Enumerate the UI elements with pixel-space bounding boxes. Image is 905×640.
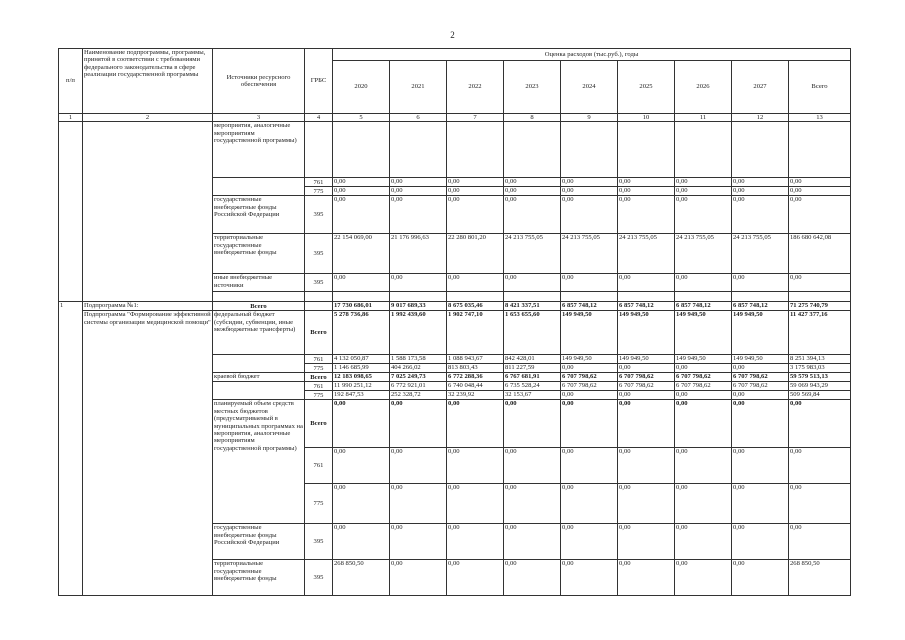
source-cell: государственные внебюджетные фонды Российской Федерации [213, 524, 305, 560]
source-cell: мероприятия, аналогичные мероприятиям государственной программы) [213, 122, 305, 178]
value-cell: 404 266,02 [390, 364, 447, 373]
value-cell: 268 850,50 [789, 560, 851, 596]
value-cell: 6 707 798,62 [675, 382, 732, 391]
value-cell: 9 017 689,33 [390, 302, 447, 311]
grbs-cell: 395 [305, 560, 333, 596]
value-cell: 0,00 [675, 178, 732, 187]
value-cell: 0,00 [504, 524, 561, 560]
source-cell: территориальные государственные внебюджетные фонды [213, 234, 305, 274]
value-cell: 0,00 [390, 187, 447, 196]
grbs-cell: 775 [305, 484, 333, 524]
name-cell [83, 122, 213, 302]
value-cell: 0,00 [675, 524, 732, 560]
grbs-cell: 761 [305, 355, 333, 364]
value-cell: 6 857 748,12 [732, 302, 789, 311]
value-cell: 4 132 050,87 [333, 355, 390, 364]
value-cell: 0,00 [675, 560, 732, 596]
value-cell: 0,00 [732, 448, 789, 484]
index-cell: 12 [732, 114, 789, 122]
source-cell: федеральный бюджет (субсидии, субвенции, иные межбюджетные трансферты) [213, 311, 305, 355]
value-cell: 1 992 439,60 [390, 311, 447, 355]
value-cell: 0,00 [732, 178, 789, 187]
year-cell: 2025 [618, 61, 675, 114]
value-cell: 3 175 983,03 [789, 364, 851, 373]
value-cell: 17 730 686,01 [333, 302, 390, 311]
index-cell: 4 [305, 114, 333, 122]
value-cell: 6 857 748,12 [561, 302, 618, 311]
value-cell: 0,00 [789, 187, 851, 196]
value-cell: 0,00 [447, 560, 504, 596]
value-cell: 1 588 173,58 [390, 355, 447, 364]
value-cell: 6 857 748,12 [618, 302, 675, 311]
value-cell: 6 735 528,24 [504, 382, 561, 391]
subprogram-name: Подпрограмма "Формирование эффективной системы организации медицинской помощи" [83, 311, 213, 596]
value-cell: 24 213 755,05 [618, 234, 675, 274]
value-cell: 24 213 755,05 [732, 234, 789, 274]
value-cell: 0,00 [390, 524, 447, 560]
value-cell: 0,00 [675, 364, 732, 373]
header-grbs: ГРБС [305, 49, 333, 114]
value-cell: 0,00 [504, 178, 561, 187]
value-cell: 0,00 [618, 524, 675, 560]
value-cell: 0,00 [618, 448, 675, 484]
value-cell: 22 280 801,20 [447, 234, 504, 274]
value-cell: 0,00 [447, 448, 504, 484]
value-cell: 0,00 [561, 524, 618, 560]
source-cell: планируемый объем средств местных бюджетов (предусматриваемый в муниципальных программах на мероприятия, аналогичные мероприятиям государственной программы) [213, 400, 305, 524]
source-cell [213, 178, 305, 196]
year-cell: 2026 [675, 61, 732, 114]
table-row [59, 122, 851, 178]
value-cell: 0,00 [561, 400, 618, 448]
value-cell: 0,00 [732, 400, 789, 448]
value-cell: 6 707 798,62 [561, 382, 618, 391]
grbs-cell: Всего [305, 400, 333, 448]
value-cell: 0,00 [675, 484, 732, 524]
value-cell: 0,00 [447, 178, 504, 187]
value-cell: 0,00 [732, 187, 789, 196]
value-cell: 0,00 [618, 391, 675, 400]
value-cell: 0,00 [675, 391, 732, 400]
grbs-cell: 395 [305, 234, 333, 274]
value-cell: 0,00 [561, 187, 618, 196]
num-cell: 1 [59, 302, 83, 596]
value-cell: 24 213 755,05 [675, 234, 732, 274]
value-cell: 149 949,50 [618, 311, 675, 355]
value-cell: 0,00 [618, 187, 675, 196]
value-cell: 6 772 921,01 [390, 382, 447, 391]
value-cell: 813 803,43 [447, 364, 504, 373]
source-cell: краевой бюджет [213, 373, 305, 382]
value-cell: 0,00 [504, 560, 561, 596]
value-cell: 0,00 [333, 178, 390, 187]
value-cell: 6 707 798,62 [732, 373, 789, 382]
year-cell: 2020 [333, 61, 390, 114]
value-cell: 0,00 [447, 274, 504, 292]
page-number: 2 [450, 30, 455, 40]
grbs-cell: Всего [305, 311, 333, 355]
index-cell: 1 [59, 114, 83, 122]
grbs-cell: 395 [305, 196, 333, 234]
value-cell: 6 857 748,12 [675, 302, 732, 311]
value-cell: 5 278 736,86 [333, 311, 390, 355]
value-cell: 0,00 [561, 391, 618, 400]
value-cell: 0,00 [561, 364, 618, 373]
subprogram-label: Подпрограмма №1: [83, 302, 213, 311]
grbs-cell: 775 [305, 391, 333, 400]
value-cell: 8 675 035,46 [447, 302, 504, 311]
value-cell: 0,00 [447, 196, 504, 234]
value-cell: 0,00 [390, 448, 447, 484]
value-cell: 32 153,67 [504, 391, 561, 400]
value-cell: 0,00 [333, 400, 390, 448]
value-cell: 32 239,92 [447, 391, 504, 400]
value-cell: 21 176 996,63 [390, 234, 447, 274]
value-cell: 186 680 642,08 [789, 234, 851, 274]
value-cell: 71 275 740,79 [789, 302, 851, 311]
value-cell: 0,00 [333, 274, 390, 292]
source-cell [213, 355, 305, 373]
value-cell: 149 949,50 [561, 311, 618, 355]
value-cell: 0,00 [675, 448, 732, 484]
year-cell: 2022 [447, 61, 504, 114]
value-cell: 0,00 [789, 274, 851, 292]
value-cell: 0,00 [390, 560, 447, 596]
value-cell: 0,00 [618, 560, 675, 596]
value-cell: 149 949,50 [732, 311, 789, 355]
value-cell: 0,00 [618, 400, 675, 448]
value-cell: 0,00 [732, 391, 789, 400]
value-cell: 0,00 [447, 524, 504, 560]
value-cell: 149 949,50 [732, 355, 789, 364]
value-cell: 22 154 069,00 [333, 234, 390, 274]
index-row [59, 114, 851, 122]
header-source: Источники ресурсного обеспечения [213, 49, 305, 114]
value-cell: 0,00 [504, 196, 561, 234]
value-cell: 192 847,53 [333, 391, 390, 400]
value-cell: 24 213 755,05 [504, 234, 561, 274]
grbs-cell: 395 [305, 524, 333, 560]
value-cell: 6 772 288,36 [447, 373, 504, 382]
value-cell: 0,00 [561, 448, 618, 484]
value-cell: 0,00 [789, 196, 851, 234]
value-cell: 149 949,50 [618, 355, 675, 364]
index-cell: 5 [333, 114, 390, 122]
value-cell: 0,00 [732, 274, 789, 292]
header-row [59, 49, 851, 61]
source-cell [213, 382, 305, 400]
value-cell: 6 767 681,91 [504, 373, 561, 382]
value-cell: 0,00 [333, 524, 390, 560]
value-cell: 0,00 [333, 484, 390, 524]
value-cell: 0,00 [504, 484, 561, 524]
index-cell: 8 [504, 114, 561, 122]
index-cell: 9 [561, 114, 618, 122]
value-cell: 149 949,50 [675, 311, 732, 355]
value-cell: 0,00 [390, 484, 447, 524]
value-cell: 0,00 [618, 178, 675, 187]
total-label: Всего [213, 302, 305, 311]
value-cell: 1 088 943,67 [447, 355, 504, 364]
value-cell: 0,00 [675, 187, 732, 196]
value-cell: 0,00 [789, 448, 851, 484]
header-num: п/п [59, 49, 83, 114]
value-cell: 0,00 [732, 196, 789, 234]
grbs-cell: 761 [305, 178, 333, 187]
value-cell: 7 025 249,73 [390, 373, 447, 382]
budget-table [58, 48, 851, 596]
index-cell: 3 [213, 114, 305, 122]
value-cell: 59 579 513,13 [789, 373, 851, 382]
value-cell: 0,00 [561, 560, 618, 596]
num-cell [59, 122, 83, 302]
index-cell: 7 [447, 114, 504, 122]
grbs-cell [305, 122, 333, 178]
grbs-cell: 775 [305, 364, 333, 373]
index-cell: 13 [789, 114, 851, 122]
value-cell: 1 902 747,10 [447, 311, 504, 355]
value-cell: 11 427 377,16 [789, 311, 851, 355]
value-cell: 0,00 [390, 274, 447, 292]
value-cell: 6 707 798,62 [675, 373, 732, 382]
value-cell: 0,00 [561, 274, 618, 292]
value-cell: 0,00 [618, 364, 675, 373]
value-cell: 0,00 [447, 187, 504, 196]
value-cell: 842 428,01 [504, 355, 561, 364]
table-row [59, 302, 851, 311]
value-cell: 149 949,50 [561, 355, 618, 364]
value-cell: 8 251 394,13 [789, 355, 851, 364]
value-cell: 0,00 [618, 274, 675, 292]
value-cell: 0,00 [789, 524, 851, 560]
value-cell: 6 740 048,44 [447, 382, 504, 391]
value-cell: 6 707 798,62 [618, 382, 675, 391]
value-cell: 1 653 655,60 [504, 311, 561, 355]
value-cell: 0,00 [447, 400, 504, 448]
value-cell: 0,00 [561, 196, 618, 234]
value-cell: 1 146 685,99 [333, 364, 390, 373]
value-cell: 0,00 [732, 560, 789, 596]
value-cell: 252 328,72 [390, 391, 447, 400]
value-cell: 0,00 [504, 448, 561, 484]
value-cell: 149 949,50 [675, 355, 732, 364]
grbs-cell: 761 [305, 448, 333, 484]
value-cell: 12 183 098,65 [333, 373, 390, 382]
header-name: Наименование подпрограммы, программы, принятой в соответствии с требованиями федерального законодательства в сфере реализации государственной программы [83, 49, 213, 114]
value-cell: 268 850,50 [333, 560, 390, 596]
value-cell: 6 707 798,62 [561, 373, 618, 382]
value-cell: 0,00 [504, 187, 561, 196]
grbs-cell: 775 [305, 187, 333, 196]
value-cell: 59 069 943,29 [789, 382, 851, 391]
value-cell: 0,00 [333, 196, 390, 234]
value-cell: 0,00 [732, 524, 789, 560]
value-cell: 509 569,84 [789, 391, 851, 400]
value-cell: 0,00 [732, 484, 789, 524]
value-cell: 0,00 [333, 187, 390, 196]
value-cell: 0,00 [390, 196, 447, 234]
header-estimate: Оценка расходов (тыс.руб.), годы [333, 49, 851, 61]
grbs-cell: Всего [305, 373, 333, 382]
value-cell: 0,00 [390, 400, 447, 448]
source-cell: территориальные государственные внебюджетные фонды [213, 560, 305, 596]
value-cell: 0,00 [504, 400, 561, 448]
value-cell: 0,00 [789, 400, 851, 448]
table-row [59, 311, 851, 355]
value-cell: 0,00 [561, 484, 618, 524]
index-cell: 10 [618, 114, 675, 122]
value-cell: 0,00 [390, 178, 447, 187]
value-cell: 0,00 [675, 196, 732, 234]
year-cell: Всего [789, 61, 851, 114]
value-cell: 6 707 798,62 [618, 373, 675, 382]
grbs-cell: 761 [305, 382, 333, 391]
index-cell: 6 [390, 114, 447, 122]
value-cell: 0,00 [561, 178, 618, 187]
value-cell: 0,00 [675, 400, 732, 448]
index-cell: 2 [83, 114, 213, 122]
year-cell: 2023 [504, 61, 561, 114]
value-cell: 0,00 [675, 274, 732, 292]
value-cell: 0,00 [333, 448, 390, 484]
value-cell: 811 227,59 [504, 364, 561, 373]
value-cell: 24 213 755,05 [561, 234, 618, 274]
value-cell: 8 421 337,51 [504, 302, 561, 311]
value-cell: 0,00 [732, 364, 789, 373]
value-cell: 0,00 [618, 484, 675, 524]
year-cell: 2021 [390, 61, 447, 114]
value-cell: 6 707 798,62 [732, 382, 789, 391]
index-cell: 11 [675, 114, 732, 122]
source-cell: иные внебюджетные источники [213, 274, 305, 292]
year-cell: 2027 [732, 61, 789, 114]
value-cell: 0,00 [447, 484, 504, 524]
source-cell: государственные внебюджетные фонды Российской Федерации [213, 196, 305, 234]
grbs-cell: 395 [305, 274, 333, 292]
value-cell: 0,00 [789, 484, 851, 524]
value-cell: 0,00 [618, 196, 675, 234]
year-cell: 2024 [561, 61, 618, 114]
value-cell: 0,00 [504, 274, 561, 292]
value-cell: 11 990 251,12 [333, 382, 390, 391]
value-cell: 0,00 [789, 178, 851, 187]
